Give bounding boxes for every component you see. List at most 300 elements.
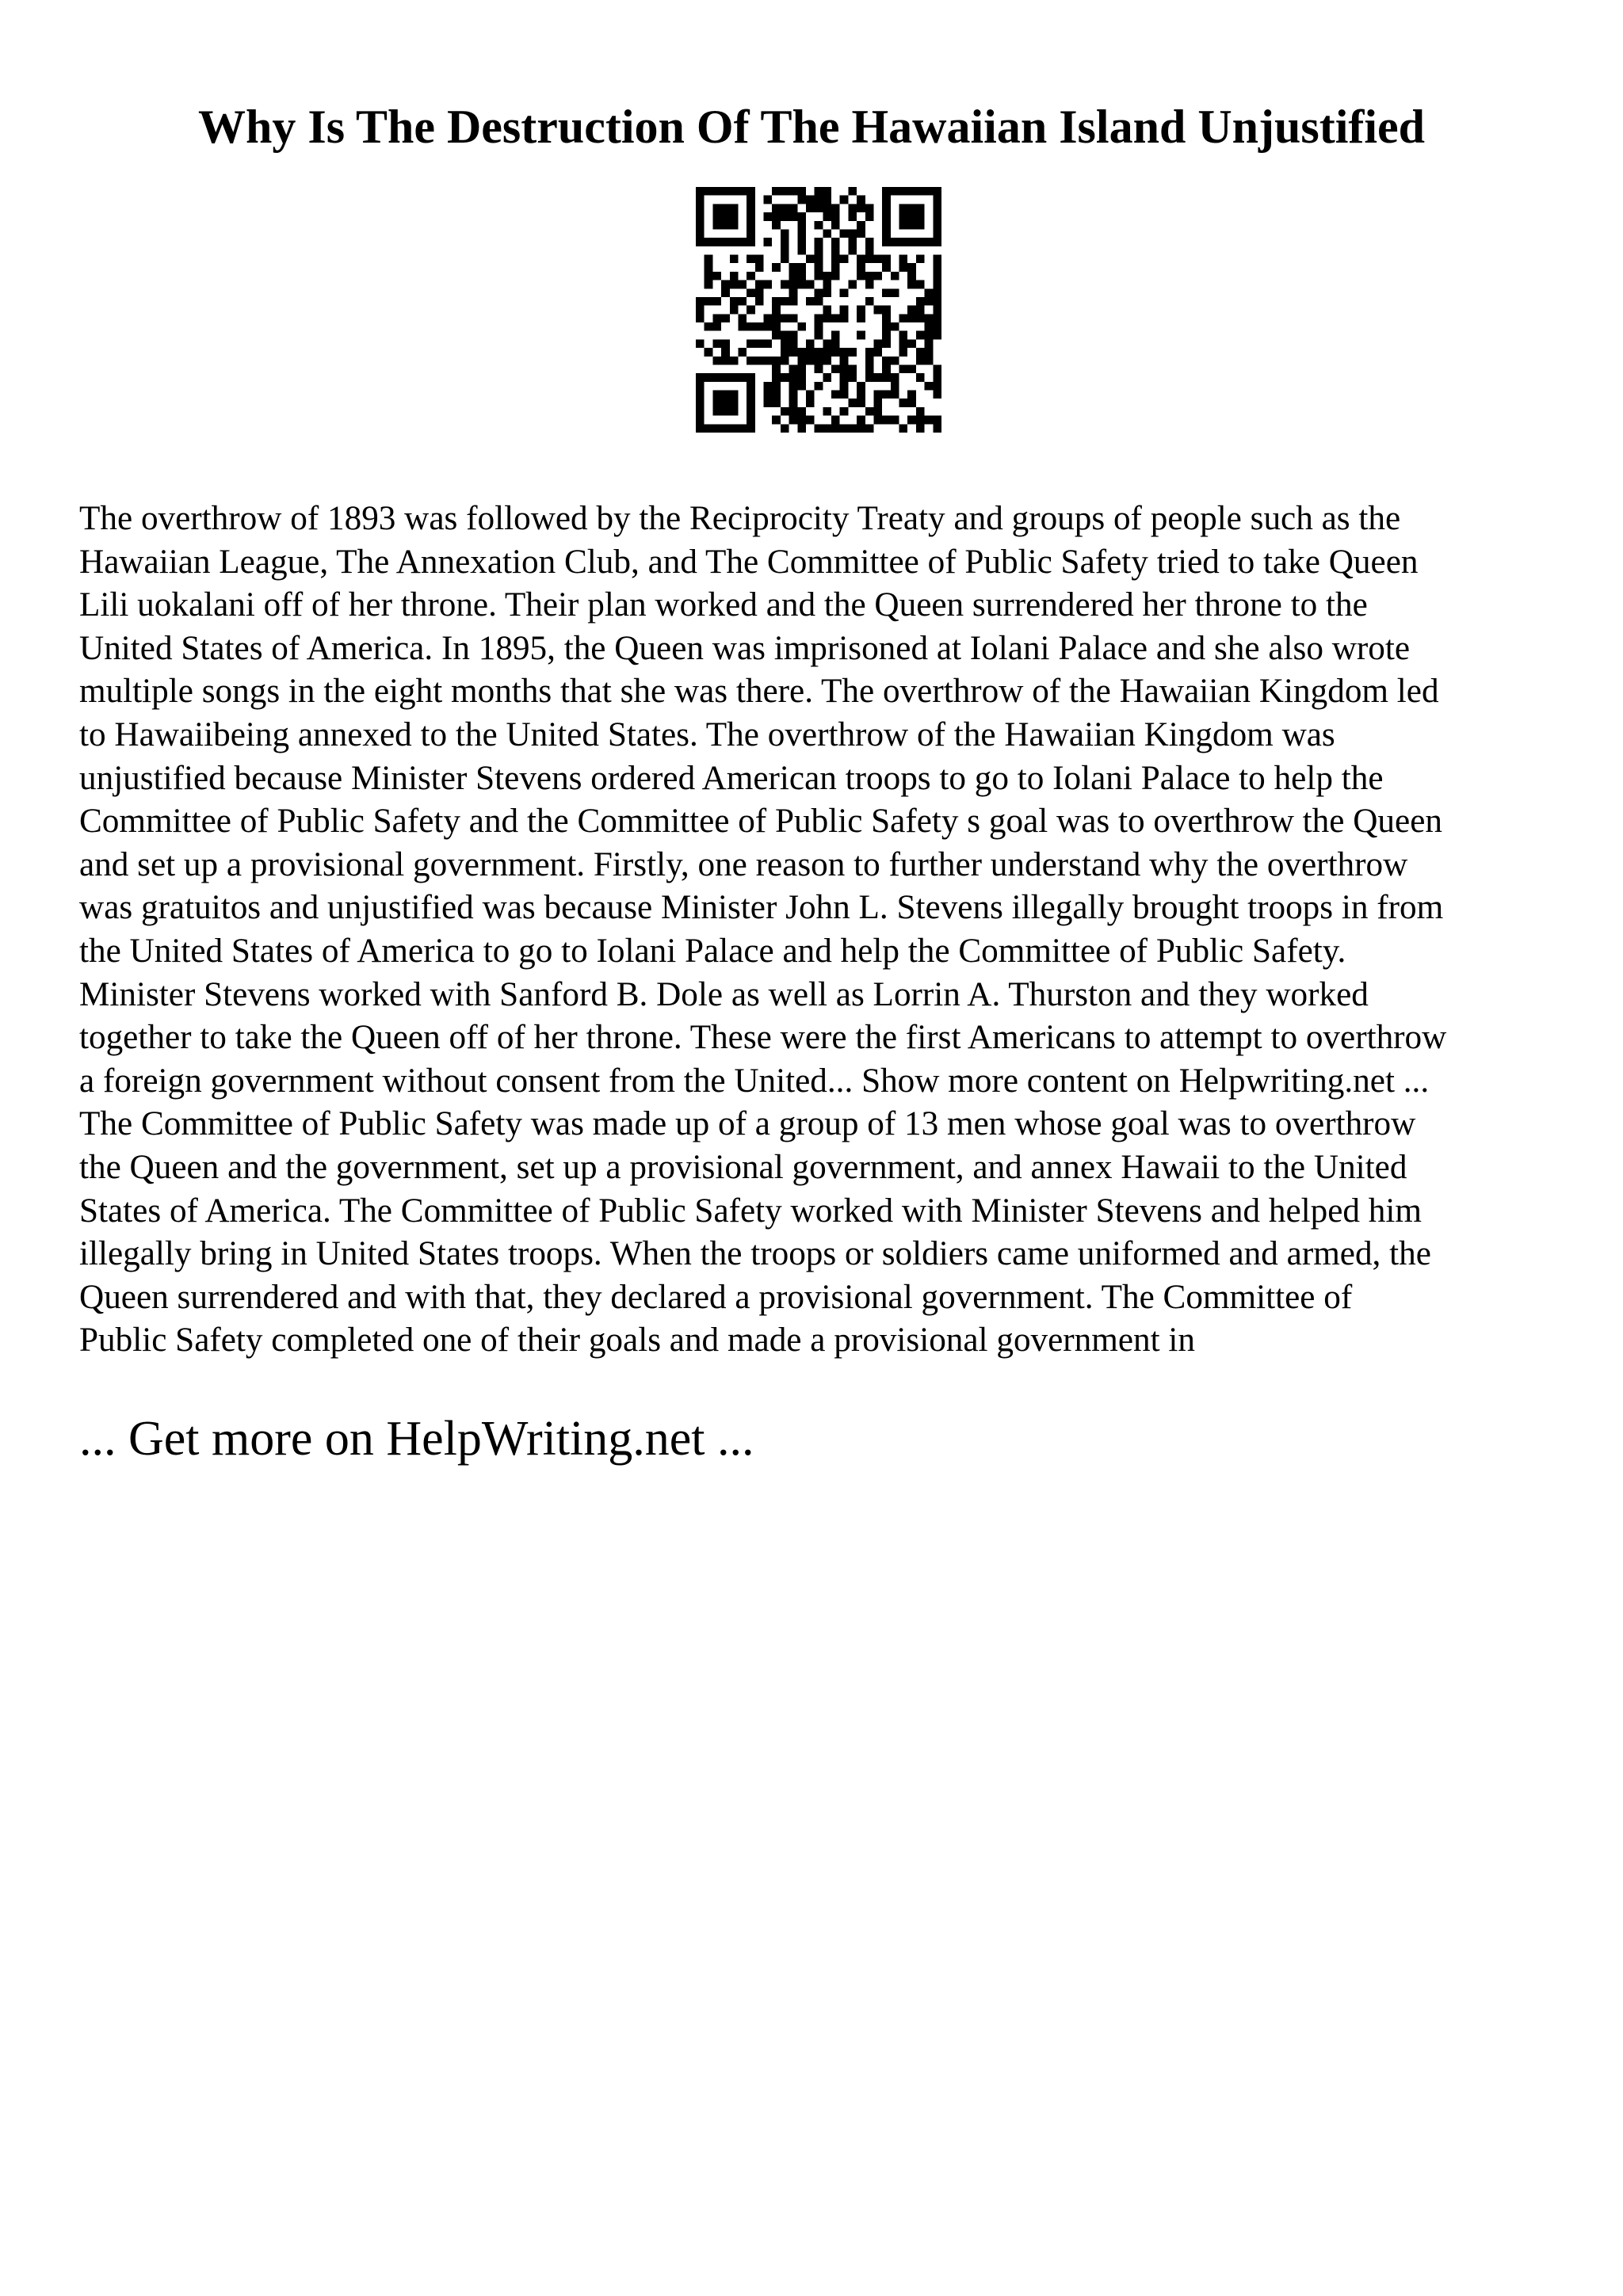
qr-module <box>857 204 865 212</box>
qr-module <box>781 424 789 433</box>
qr-module <box>925 187 934 196</box>
qr-module <box>831 391 840 399</box>
qr-module <box>865 424 874 433</box>
qr-module <box>772 399 781 407</box>
qr-module <box>823 348 831 357</box>
qr-module <box>891 322 899 331</box>
qr-module <box>797 187 806 196</box>
qr-module <box>696 212 705 221</box>
qr-module <box>823 229 831 238</box>
qr-module <box>730 280 739 289</box>
qr-module <box>738 187 747 196</box>
qr-module <box>933 263 941 272</box>
qr-module <box>730 424 739 433</box>
qr-module <box>848 373 857 382</box>
qr-module <box>907 272 916 280</box>
qr-module <box>882 314 891 322</box>
qr-module <box>705 263 713 272</box>
qr-module <box>747 339 755 348</box>
qr-module <box>831 212 840 221</box>
qr-module <box>891 357 899 365</box>
qr-module <box>696 382 705 391</box>
qr-module <box>823 339 831 348</box>
qr-module <box>781 331 789 340</box>
qr-module <box>781 357 789 365</box>
body-line: States of America. The Committee of Public Safety worked with Minister Stevens and helped him <box>79 1192 1422 1230</box>
qr-module <box>789 399 798 407</box>
qr-module <box>705 297 713 306</box>
qr-module <box>764 196 773 204</box>
qr-module <box>840 373 849 382</box>
qr-module <box>747 288 755 297</box>
qr-module <box>815 187 823 196</box>
qr-module <box>730 357 739 365</box>
qr-module <box>747 229 755 238</box>
qr-module <box>797 407 806 416</box>
qr-module <box>705 424 713 433</box>
qr-module <box>781 280 789 289</box>
qr-module <box>933 364 941 373</box>
qr-module <box>696 339 705 348</box>
qr-module <box>925 331 934 340</box>
qr-module <box>781 297 789 306</box>
qr-module <box>882 221 891 230</box>
qr-module <box>907 314 916 322</box>
qr-module <box>840 364 849 373</box>
qr-module <box>721 399 730 407</box>
qr-module <box>848 187 857 196</box>
qr-module <box>916 204 925 212</box>
qr-module <box>797 212 806 221</box>
qr-module <box>789 331 798 340</box>
qr-module <box>815 272 823 280</box>
qr-module <box>755 263 764 272</box>
qr-module <box>696 407 705 416</box>
qr-module <box>747 399 755 407</box>
qr-module <box>857 196 865 204</box>
qr-module <box>721 373 730 382</box>
qr-module <box>815 364 823 373</box>
qr-module <box>823 272 831 280</box>
body-line: the Queen and the government, set up a provisional government, and annex Hawaii to the United <box>79 1148 1407 1186</box>
qr-module <box>848 238 857 246</box>
qr-module <box>925 288 934 297</box>
body-line: illegally bring in United States troops. When the troops or soldiers came uniformed and armed, the <box>79 1235 1431 1273</box>
qr-module <box>916 255 925 264</box>
qr-module <box>806 391 815 399</box>
body-line: Minister Stevens worked with Sanford B. Dole as well as Lorrin A. Thurston and they worked <box>79 975 1369 1013</box>
qr-module <box>891 416 899 425</box>
body-line: Queen surrendered and with that, they declared a provisional government. The Committee of <box>79 1278 1353 1316</box>
qr-module <box>721 221 730 230</box>
qr-module <box>899 212 908 221</box>
qr-module <box>705 373 713 382</box>
qr-module <box>730 238 739 246</box>
qr-module <box>712 297 721 306</box>
qr-module <box>848 348 857 357</box>
qr-module <box>865 348 874 357</box>
qr-module <box>873 407 882 416</box>
qr-module <box>891 391 899 399</box>
qr-module <box>925 297 934 306</box>
qr-module <box>873 255 882 264</box>
qr-module <box>712 212 721 221</box>
qr-module <box>857 399 865 407</box>
qr-module <box>823 288 831 297</box>
qr-module <box>857 221 865 230</box>
qr-module <box>747 322 755 331</box>
qr-module <box>907 221 916 230</box>
qr-module <box>789 187 798 196</box>
qr-module <box>789 297 798 306</box>
qr-module <box>907 399 916 407</box>
qr-module <box>815 246 823 255</box>
qr-module <box>789 373 798 382</box>
qr-module <box>840 314 849 322</box>
qr-module <box>781 314 789 322</box>
qr-module <box>712 314 721 322</box>
qr-module <box>891 272 899 280</box>
qr-module <box>873 306 882 315</box>
qr-module <box>815 221 823 230</box>
qr-module <box>696 306 705 315</box>
qr-module <box>797 263 806 272</box>
qr-module <box>772 221 781 230</box>
qr-module <box>755 255 764 264</box>
qr-module <box>789 263 798 272</box>
qr-module <box>916 416 925 425</box>
qr-module <box>815 357 823 365</box>
qr-module <box>772 391 781 399</box>
qr-module <box>840 407 849 416</box>
qr-module <box>747 424 755 433</box>
qr-module <box>738 238 747 246</box>
qr-module <box>882 263 891 272</box>
qr-module <box>865 373 874 382</box>
qr-module <box>882 322 891 331</box>
qr-module <box>781 229 789 238</box>
qr-module <box>873 391 882 399</box>
qr-module <box>848 246 857 255</box>
qr-module <box>797 238 806 246</box>
qr-module <box>815 348 823 357</box>
qr-module <box>925 357 934 365</box>
qr-module <box>899 255 908 264</box>
qr-module <box>696 373 705 382</box>
qr-module <box>755 297 764 306</box>
qr-module <box>797 424 806 433</box>
qr-module <box>747 391 755 399</box>
qr-module <box>933 255 941 264</box>
qr-module <box>755 339 764 348</box>
qr-module <box>721 238 730 246</box>
qr-module <box>806 357 815 365</box>
qr-module <box>831 255 840 264</box>
qr-module <box>696 314 705 322</box>
get-more-link[interactable]: ... Get more on HelpWriting.net ... <box>79 1412 754 1466</box>
qr-module <box>815 297 823 306</box>
qr-module <box>823 373 831 382</box>
qr-module <box>840 306 849 315</box>
qr-module <box>823 212 831 221</box>
qr-module <box>772 187 781 196</box>
qr-module <box>916 407 925 416</box>
body-line: Committee of Public Safety and the Committee of Public Safety s goal was to overthrow the Queen <box>79 803 1442 841</box>
qr-module <box>781 204 789 212</box>
qr-module <box>755 322 764 331</box>
qr-module <box>772 364 781 373</box>
qr-module <box>873 373 882 382</box>
qr-module <box>916 357 925 365</box>
body-line: together to take the Queen off of her throne. These were the first Americans to attempt to overthrow <box>79 1019 1447 1057</box>
qr-module <box>789 348 798 357</box>
qr-module <box>899 221 908 230</box>
qr-module <box>831 331 840 340</box>
qr-module <box>764 399 773 407</box>
qr-module <box>873 416 882 425</box>
qr-module <box>696 229 705 238</box>
qr-module <box>831 364 840 373</box>
qr-module <box>797 246 806 255</box>
qr-module <box>823 306 831 315</box>
qr-module <box>797 221 806 230</box>
qr-module <box>925 416 934 425</box>
qr-module <box>933 187 941 196</box>
body-line: Hawaiian League, The Annexation Club, and The Committee of Public Safety tried to take Queen <box>79 543 1419 581</box>
qr-module <box>815 382 823 391</box>
qr-module <box>815 238 823 246</box>
qr-module <box>730 204 739 212</box>
qr-module <box>781 238 789 246</box>
qr-module <box>772 306 781 315</box>
qr-module <box>764 391 773 399</box>
qr-module <box>730 306 739 315</box>
qr-module <box>933 204 941 212</box>
qr-module <box>865 212 874 221</box>
qr-module <box>899 331 908 340</box>
qr-module <box>747 373 755 382</box>
qr-module <box>899 187 908 196</box>
qr-module <box>705 322 713 331</box>
qr-module <box>772 204 781 212</box>
qr-module <box>882 373 891 382</box>
qr-module <box>823 407 831 416</box>
qr-module <box>840 255 849 264</box>
qr-module <box>712 221 721 230</box>
qr-module <box>696 238 705 246</box>
qr-module <box>933 331 941 340</box>
qr-module <box>712 322 721 331</box>
qr-module <box>882 288 891 297</box>
qr-module <box>933 229 941 238</box>
qr-module <box>831 246 840 255</box>
qr-module <box>789 272 798 280</box>
qr-module <box>848 280 857 289</box>
qr-module <box>933 416 941 425</box>
qr-module <box>772 373 781 382</box>
qr-module <box>705 238 713 246</box>
qr-module <box>730 399 739 407</box>
qr-module <box>848 399 857 407</box>
qr-module <box>764 382 773 391</box>
qr-module <box>730 221 739 230</box>
qr-module <box>865 364 874 373</box>
qr-module <box>865 297 874 306</box>
qr-module <box>857 263 865 272</box>
qr-module <box>747 187 755 196</box>
qr-module <box>781 339 789 348</box>
qr-module <box>831 204 840 212</box>
qr-module <box>815 196 823 204</box>
qr-module <box>806 204 815 212</box>
qr-module <box>721 280 730 289</box>
qr-module <box>925 339 934 348</box>
qr-module <box>916 331 925 340</box>
qr-module <box>831 424 840 433</box>
qr-module <box>857 424 865 433</box>
qr-module <box>916 187 925 196</box>
qr-module <box>823 280 831 289</box>
qr-module <box>730 407 739 416</box>
qr-module <box>882 229 891 238</box>
qr-module <box>865 255 874 264</box>
qr-module <box>916 314 925 322</box>
qr-module <box>815 314 823 322</box>
qr-module <box>899 339 908 348</box>
qr-module <box>772 322 781 331</box>
qr-module <box>738 348 747 357</box>
qr-module <box>747 382 755 391</box>
body-line: unjustified because Minister Stevens ordered American troops to go to Iolani Palace to help the <box>79 759 1384 797</box>
qr-module <box>840 348 849 357</box>
qr-module <box>747 196 755 204</box>
qr-module <box>899 263 908 272</box>
qr-module <box>712 339 721 348</box>
qr-module <box>831 238 840 246</box>
qr-module <box>899 238 908 246</box>
qr-module <box>721 424 730 433</box>
article-body <box>79 498 1569 1363</box>
qr-module <box>933 322 941 331</box>
qr-module <box>865 357 874 365</box>
qr-module <box>815 322 823 331</box>
qr-module <box>747 238 755 246</box>
qr-module <box>916 297 925 306</box>
qr-module <box>755 357 764 365</box>
qr-module <box>815 331 823 340</box>
qr-module <box>831 348 840 357</box>
qr-module <box>933 373 941 382</box>
qr-module <box>823 204 831 212</box>
body-line: Public Safety completed one of their goals and made a provisional government in <box>79 1322 1196 1360</box>
qr-module <box>772 314 781 322</box>
qr-module <box>721 357 730 365</box>
qr-module <box>712 272 721 280</box>
qr-module <box>764 238 773 246</box>
qr-module <box>857 382 865 391</box>
qr-module <box>865 407 874 416</box>
qr-module <box>764 322 773 331</box>
qr-module <box>797 196 806 204</box>
qr-module <box>696 196 705 204</box>
qr-module <box>848 424 857 433</box>
qr-module <box>705 187 713 196</box>
qr-module <box>806 339 815 348</box>
qr-module <box>857 314 865 322</box>
qr-module <box>907 391 916 399</box>
qr-module <box>712 357 721 365</box>
qr-module <box>712 238 721 246</box>
qr-module <box>797 272 806 280</box>
qr-module <box>882 212 891 221</box>
qr-module <box>721 204 730 212</box>
qr-module <box>764 357 773 365</box>
qr-module <box>764 339 773 348</box>
body-line: was gratuitos and unjustified was because Minister John L. Stevens illegally brought troops in from <box>79 889 1444 927</box>
body-line: to Hawaiibeing annexed to the United States. The overthrow of the Hawaiian Kingdom was <box>79 715 1335 753</box>
qr-module <box>738 314 747 322</box>
qr-module <box>933 314 941 322</box>
qr-module <box>806 255 815 264</box>
qr-module <box>721 391 730 399</box>
qr-module <box>797 373 806 382</box>
qr-module <box>925 348 934 357</box>
qr-module <box>857 391 865 399</box>
qr-module <box>857 416 865 425</box>
qr-module <box>789 364 798 373</box>
qr-module <box>747 272 755 280</box>
qr-module <box>781 255 789 264</box>
qr-module <box>705 255 713 264</box>
qr-module <box>916 348 925 357</box>
qr-module <box>891 238 899 246</box>
qr-module <box>730 187 739 196</box>
qr-module <box>815 263 823 272</box>
qr-module <box>840 382 849 391</box>
qr-module <box>831 416 840 425</box>
qr-module <box>907 238 916 246</box>
qr-module <box>755 288 764 297</box>
qr-code-icon <box>696 187 941 433</box>
qr-module <box>797 364 806 373</box>
qr-module <box>806 297 815 306</box>
qr-module <box>696 204 705 212</box>
qr-module <box>747 221 755 230</box>
qr-module <box>848 364 857 373</box>
qr-module <box>891 382 899 391</box>
qr-module <box>806 280 815 289</box>
qr-module <box>797 382 806 391</box>
qr-module <box>882 255 891 264</box>
qr-module <box>882 416 891 425</box>
qr-module <box>899 204 908 212</box>
qr-module <box>764 314 773 322</box>
qr-module <box>907 364 916 373</box>
qr-module <box>789 204 798 212</box>
qr-module <box>882 331 891 340</box>
qr-module <box>781 407 789 416</box>
qr-module <box>806 348 815 357</box>
qr-module <box>705 348 713 357</box>
qr-module <box>873 348 882 357</box>
qr-module <box>907 263 916 272</box>
qr-module <box>933 280 941 289</box>
qr-module <box>831 339 840 348</box>
qr-module <box>823 187 831 196</box>
qr-module <box>712 187 721 196</box>
qr-module <box>721 348 730 357</box>
qr-module <box>789 280 798 289</box>
